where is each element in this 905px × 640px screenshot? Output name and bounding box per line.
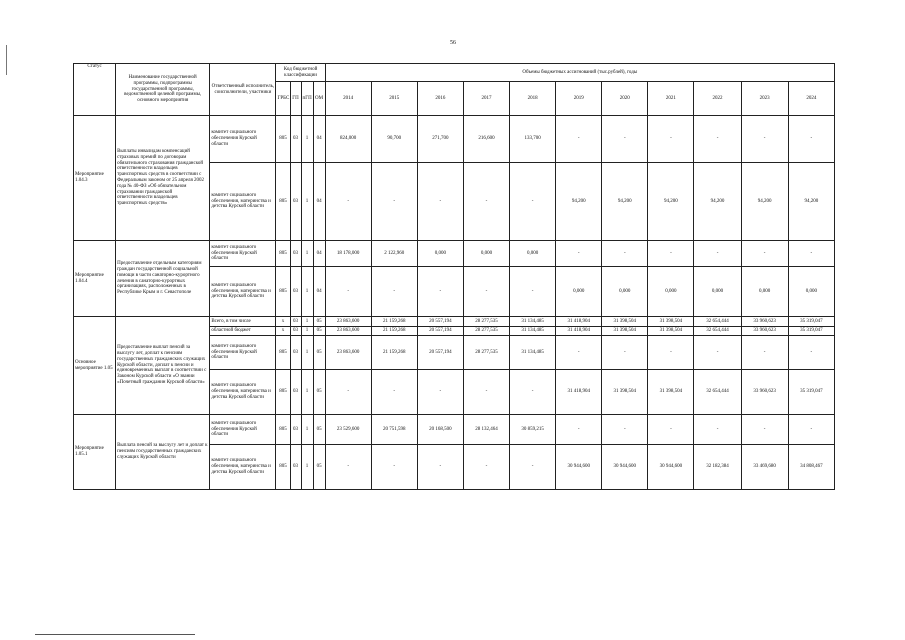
code-cell: 04 [313,116,325,163]
value-cell: - [510,445,556,490]
table-row [74,116,835,163]
value-cell: - [463,267,509,317]
year-header: 2014 [325,82,371,116]
value-cell: 34 808,467 [788,445,834,490]
code-cell: 1 [301,336,313,370]
code-cell: 1 [301,241,313,267]
value-cell: - [788,241,834,267]
value-cell: - [788,415,834,445]
code-cell: 1 [301,415,313,445]
value-cell: - [463,370,509,415]
value-cell: 31 398,504 [602,317,648,327]
value-cell: 20 557,194 [417,327,463,336]
code-cell: 1 [301,116,313,163]
value-cell: - [694,336,741,370]
value-cell: 31 398,504 [602,327,648,336]
code-cell: 05 [313,370,325,415]
executor-cell: комитет социального обеспечения, материнства и детства Курской области [210,267,276,317]
executor-cell: областной бюджет [210,327,276,336]
value-cell: 90,700 [371,116,417,163]
code-cell: 805 [276,336,290,370]
value-cell: 33 960,623 [741,317,788,327]
value-cell: 23 529,600 [325,415,371,445]
code-cell: 03 [290,370,301,415]
status-cell: Мероприятие 1.05.1 [74,415,116,490]
status-header: Статус [74,64,116,116]
code-cell: 05 [313,445,325,490]
value-cell: - [694,241,741,267]
value-cell: 35 319,047 [788,370,834,415]
value-cell: 94,200 [648,163,694,241]
code-cell: 04 [313,267,325,317]
value-cell: 28 277,535 [463,327,509,336]
page-number: 56 [450,40,456,46]
code-cell: 03 [290,445,301,490]
executor-cell: комитет социального обеспечения Курской области [210,415,276,445]
code-cell: 05 [313,317,325,327]
year-header: 2019 [556,82,602,116]
value-cell: 94,200 [741,163,788,241]
status-cell: Мероприятие 1.04.3 [74,116,116,241]
value-cell: 824,000 [325,116,371,163]
code-cell: 03 [290,241,301,267]
value-cell: - [463,445,509,490]
value-cell: 18 178,000 [325,241,371,267]
value-cell: - [417,445,463,490]
scan-edge-mark [6,45,7,75]
code-cell: 1 [301,445,313,490]
value-cell: - [325,370,371,415]
value-cell: 31 134,485 [510,317,556,327]
value-cell: 33 960,623 [741,370,788,415]
value-cell: 0,000 [694,267,741,317]
value-cell: 32 654,444 [694,317,741,327]
code-cell: 1 [301,267,313,317]
value-cell: 35 319,047 [788,317,834,327]
value-cell: 30 944,600 [648,445,694,490]
code-cell: 05 [313,327,325,336]
value-cell: 31 418,904 [556,317,602,327]
year-header: 2020 [602,82,648,116]
code-cell: 03 [290,336,301,370]
value-cell: - [510,370,556,415]
value-cell: 216,600 [463,116,509,163]
year-header: 2024 [788,82,834,116]
value-cell: 23 863,600 [325,336,371,370]
value-cell: - [556,415,602,445]
value-cell: - [741,415,788,445]
value-cell: 20 557,194 [417,317,463,327]
code-cell: 05 [313,415,325,445]
value-cell: - [556,241,602,267]
value-cell: 35 319,047 [788,327,834,336]
value-cell: 31 398,504 [648,327,694,336]
value-cell: 28 277,535 [463,336,509,370]
value-cell: - [694,415,741,445]
value-cell: 21 159,268 [371,317,417,327]
value-cell: - [788,336,834,370]
code-cell: 03 [290,267,301,317]
value-cell: 23 863,600 [325,317,371,327]
value-cell: - [788,116,834,163]
value-cell: - [602,116,648,163]
status-cell: Мероприятие 1.04.4 [74,241,116,317]
executor-cell: комитет социального обеспечения, материнства и детства Курской области [210,163,276,241]
value-cell: 133,700 [510,116,556,163]
code-cell: 805 [276,241,290,267]
code-header: ГП [290,82,301,116]
value-cell: - [741,336,788,370]
value-cell: - [325,267,371,317]
value-cell: - [510,163,556,241]
value-cell: 20 168,500 [417,415,463,445]
year-header: 2018 [510,82,556,116]
code-cell: 04 [313,241,325,267]
value-cell: - [602,336,648,370]
value-cell: - [556,336,602,370]
value-cell: 2 122,960 [371,241,417,267]
value-cell: - [371,370,417,415]
value-cell: 21 159,268 [371,327,417,336]
code-cell: 805 [276,415,290,445]
value-cell: 30 944,600 [602,445,648,490]
value-cell: 31 134,485 [510,336,556,370]
year-header: 2017 [463,82,509,116]
value-cell: - [648,241,694,267]
code-cell: х [276,327,290,336]
value-cell: - [648,415,694,445]
executor-cell: Всего, в том числе [210,317,276,327]
value-cell: 33 469,680 [741,445,788,490]
table-row [74,415,835,445]
value-cell: 31 398,504 [602,370,648,415]
code-cell: 1 [301,370,313,415]
value-cell: 28 132,464 [463,415,509,445]
value-cell: 32 654,444 [694,370,741,415]
code-group-header: Код бюджетной классификации [276,64,325,82]
value-cell: - [741,116,788,163]
code-cell: 04 [313,163,325,241]
value-cell: - [556,116,602,163]
value-cell: - [325,445,371,490]
year-header: 2016 [417,82,463,116]
code-cell: 805 [276,116,290,163]
value-cell: 0,000 [788,267,834,317]
code-cell: 805 [276,267,290,317]
code-cell: 03 [290,317,301,327]
code-cell: 1 [301,327,313,336]
executor-header: Ответственный исполнитель, соисполнители, участники [210,64,276,116]
code-cell: 03 [290,415,301,445]
value-cell: 271,700 [417,116,463,163]
status-cell: Основное мероприятие 1.05 [74,317,116,415]
value-cell: 33 960,623 [741,327,788,336]
value-cell: 0,000 [602,267,648,317]
value-cell: 32 182,384 [694,445,741,490]
code-header: ОМ [313,82,325,116]
value-cell: 32 654,444 [694,327,741,336]
code-cell: 805 [276,163,290,241]
value-cell: 0,000 [648,267,694,317]
value-cell: - [694,116,741,163]
value-cell: 20 751,598 [371,415,417,445]
value-cell: 94,200 [602,163,648,241]
value-cell: - [371,445,417,490]
table-row [74,317,835,327]
value-cell: - [602,415,648,445]
name-cell: Выплаты инвалидам компенсаций страховых премий по договорам обязательного страхования гражданской ответственности владельцев транспортных средств в соответствии с Федеральным законом от 25 апреля 2002 года № 40-ФЗ «Об обязательном страховании гражданской ответственности владельцев транспортных средств» [116,116,210,241]
value-cell: - [463,163,509,241]
value-cell: 0,000 [463,241,509,267]
value-cell: 0,000 [556,267,602,317]
value-cell: 31 134,485 [510,327,556,336]
executor-cell: комитет социального обеспечения Курской области [210,116,276,163]
value-cell: - [741,241,788,267]
value-cell: 31 418,904 [556,327,602,336]
code-cell: 805 [276,370,290,415]
name-cell: Предоставление отдельным категориям граждан государственной социальной помощи в части санаторно-курортного лечения в санаторно-курортных организациях, расположенных в Республике Крым и г. Севастополе [116,241,210,317]
value-cell: - [602,241,648,267]
code-cell: 03 [290,327,301,336]
value-cell: 28 277,535 [463,317,509,327]
value-cell: 31 418,904 [556,370,602,415]
value-cell: 30 944,600 [556,445,602,490]
volumes-header: Объемы бюджетных ассигнований (тыс.рублей), годы [325,64,834,82]
executor-cell: комитет социального обеспечения, материнства и детства Курской области [210,445,276,490]
value-cell: - [417,267,463,317]
code-cell: 03 [290,116,301,163]
year-header: 2021 [648,82,694,116]
name-cell: Выплата пенсий за выслугу лет и доплат к пенсиям государственных гражданских служащих Курской области [116,415,210,490]
value-cell: 0,000 [510,241,556,267]
year-header: 2015 [371,82,417,116]
value-cell: - [648,336,694,370]
value-cell: 30 859,215 [510,415,556,445]
value-cell: 31 398,504 [648,370,694,415]
code-cell: х [276,317,290,327]
year-header: 2023 [741,82,788,116]
code-cell: 1 [301,163,313,241]
name-header: Наименование государственной программы, подпрограммы государственной программы, ведомственной целевой программы, основного мероприятия [116,64,210,116]
executor-cell: комитет социального обеспечения, материнства и детства Курской области [210,370,276,415]
code-cell: 1 [301,317,313,327]
value-cell: 21 159,268 [371,336,417,370]
value-cell: - [325,163,371,241]
value-cell: 23 863,600 [325,327,371,336]
value-cell: 94,200 [556,163,602,241]
value-cell: 20 557,194 [417,336,463,370]
value-cell: - [648,116,694,163]
value-cell: 31 398,504 [648,317,694,327]
value-cell: - [371,163,417,241]
code-cell: 805 [276,445,290,490]
code-header: ГРБС [276,82,290,116]
value-cell: - [417,163,463,241]
executor-cell: комитет социального обеспечения Курской области [210,336,276,370]
executor-cell: комитет социального обеспечения Курской области [210,241,276,267]
value-cell: 0,000 [741,267,788,317]
value-cell: - [510,267,556,317]
value-cell: - [417,370,463,415]
table-row [74,241,835,267]
code-cell: 05 [313,336,325,370]
code-cell: 03 [290,163,301,241]
value-cell: - [371,267,417,317]
name-cell: Предоставление выплат пенсий за выслугу лет, доплат к пенсиям государственных гражданских служащих Курской области, доплат к пенсии и единовременных выплат в соответствии с Законом Курской области «О звании «Почетный гражданин Курской области» [116,317,210,415]
scan-artifact-line [35,634,195,635]
code-header: пГП [301,82,313,116]
value-cell: 94,200 [694,163,741,241]
year-header: 2022 [694,82,741,116]
value-cell: 94,200 [788,163,834,241]
budget-table [73,63,835,490]
value-cell: 0,000 [417,241,463,267]
